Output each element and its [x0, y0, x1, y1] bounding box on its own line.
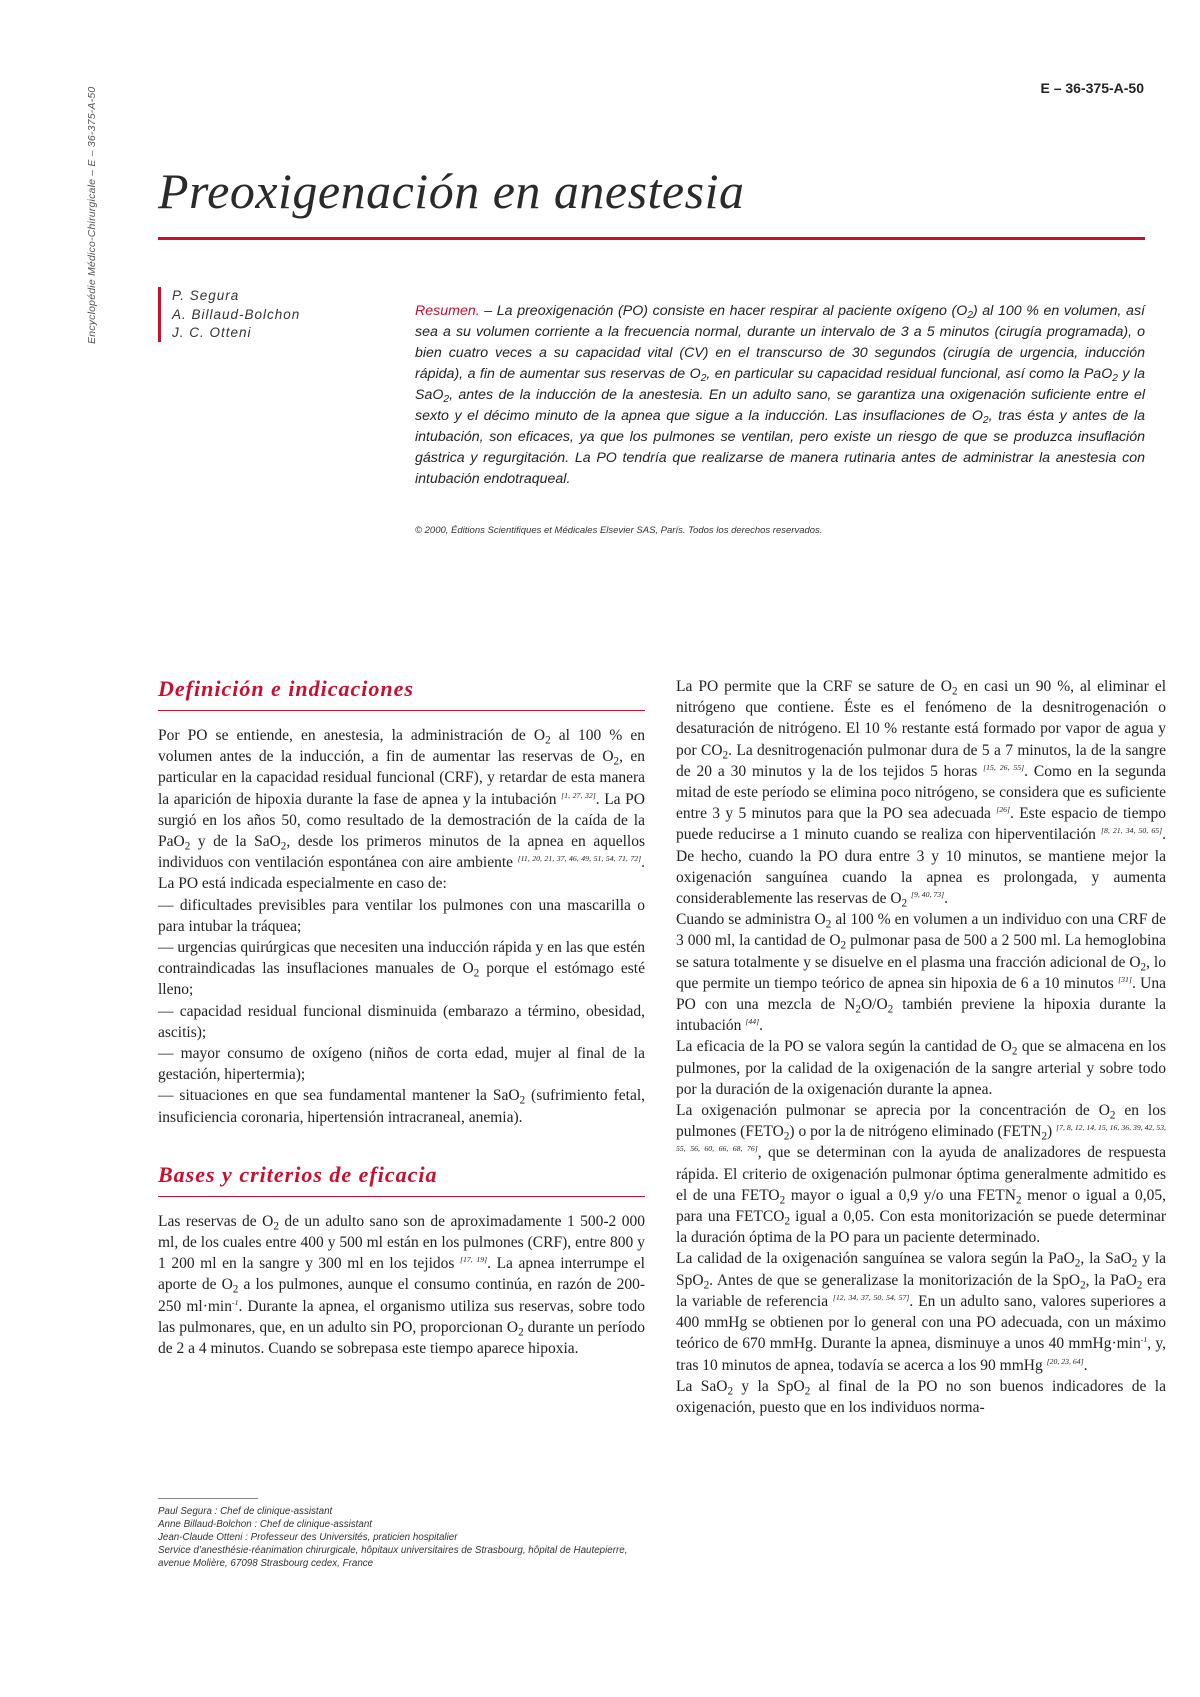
author: P. Segura — [172, 288, 240, 303]
paragraph: La calidad de la oxigenación sanguínea se valora según la PaO$_2$, la SaO$_2$ y la SpO$_2$. Antes de que se generalizase la monitorización de la SpO$_2$, la PaO$_2$ era la variable de referencia [12, 34, 37, 50, 54, 57]. En un adulto sano, valores superiores a 400 mmHg se obtienen por lo general con una PO adecuada, con un máximo teórico de 670 mmHg. Durante la apnea, disminuye a unos 40 mmHg·min$^{-1}$, y, tras 10 minutos de apnea, todavía se acerca a los 90 mmHg [20, 23, 64]. — [676, 1250, 1166, 1374]
right-column — [676, 676, 1166, 1418]
paragraph: La SaO$_2$ y la SpO$_2$ al final de la PO no son buenos indicadores de la oxigenación, puesto que en los individuos norma- — [676, 1377, 1166, 1416]
author: J. C. Otteni — [172, 325, 252, 340]
section-heading: Definición e indicaciones — [158, 676, 645, 711]
paragraph: La eficacia de la PO se valora según la cantidad de $O_2$ que se almacena en los pulmones, por la calidad de la oxigenación de la sangre arterial y sobre todo por la duración de la oxigenación durante la apnea. — [676, 1038, 1166, 1098]
footnote-line: Anne Billaud-Bolchon : Chef de clinique-assistant — [158, 1519, 373, 1530]
paragraph: La oxigenación pulmonar se aprecia por la concentración de $O_2$ en los pulmones $(FETO_2)$ o por la de nitrógeno eliminado $(FETN_2)$ [7, 8, 12, 14, 15, 16, 36, 39, 42, 53, 55, 56, 60, 66, 68, 76], que se determinan con la ayuda de analizadores de respuesta rápida. El criterio de oxigenación pulmonar óptima generalmente admitido es el de una $FETO_2$ mayor o igual a 0,9 y/o una $FETN_2$ menor o igual a 0,05, para una $FETCO_2$ igual a 0,05. Con esta monitorización se puede determinar la duración óptima de la PO para un paciente determinado. — [676, 1102, 1166, 1247]
paragraph: Por PO se entiende, en anestesia, la administración de $O_2$ al 100 % en volumen antes de la inducción, a fin de aumentar las reservas de $O_2$, en particular en la capacidad residual funcional (CRF), y retardar de esta manera la aparición de hipoxia durante la fase de apnea y la intubación [1, 27, 32]. La PO surgió en los años 50, como resultado de la demostración de la caída de la PaO$_2$ y de la SaO$_2$, desde los primeros minutos de la apnea en aquellos individuos con ventilación espontánea con aire ambiente [11, 20, 21, 37, 46, 49, 51, 54, 71, 72]. La PO está indicada especialmente en caso de: — [158, 727, 645, 893]
list-item: — situaciones en que sea fundamental mantener la SaO$_2$ (sufrimiento fetal, insuficiencia coronaria, hipertensión intracraneal, anemia). — [158, 1087, 646, 1126]
list-item: — dificultades previsibles para ventilar los pulmones con una mascarilla o para intubar la tráquea; — [158, 896, 645, 935]
document-code: E – 36-375-A-50 — [1040, 80, 1144, 96]
article-title: Preoxigenación en anestesia — [158, 163, 745, 219]
author: A. Billaud-Bolchon — [172, 306, 301, 322]
author-affiliations — [158, 1505, 645, 1570]
left-column — [158, 676, 645, 1359]
authors-accent-bar — [158, 287, 161, 342]
footnote-line: Paul Segura : Chef de clinique-assistant — [158, 1506, 333, 1517]
paragraph: Cuando se administra $O_2$ al 100 % en volumen a un individuo con una CRF de 3 000 ml, la cantidad de $O_2$ pulmonar pasa de 500 a 2 500 ml. La hemoglobina se satura totalmente y se disuelve en el plasma una fracción adicional de $O_2$, lo que permite un tiempo teórico de apnea sin hipoxia de 6 a 10 minutos [31]. Una PO con una mezcla de $N_2O/O_2$ también previene la hipoxia durante la intubación [44]. — [676, 911, 1167, 1035]
paragraph: La PO permite que la CRF se sature de $O_2$ en casi un 90 %, al eliminar el nitrógeno que contiene. Éste es el fenómeno de la desnitrogenación o desaturación de nitrógeno. El 10 % restante está formado por vapor de agua y por $CO_2$. La desnitrogenación pulmonar dura de 5 a 7 minutos, la de la sangre de 20 a 30 minutos y la de los tejidos 5 horas [15, 26, 55]. Como en la segunda mitad de este período se elimina poco nitrógeno, se considera que es suficiente entre 3 y 5 minutos para que la PO sea adecuada [26]. Este espacio de tiempo puede reducirse a 1 minuto cuando se realiza con hiperventilación [8, 21, 34, 50, 65]. De hecho, cuando la PO dura entre 3 y 10 minutos, se mantiene mejor la oxigenación sanguínea cuando la apnea es prolongada, y aumenta considerablemente las reservas de $O_2$ [9, 40, 73]. — [676, 678, 1167, 910]
paragraph: Las reservas de $O_2$ de un adulto sano son de aproximadamente 1 500-2 000 ml, de los cuales entre 400 y 500 ml están en los pulmones (CRF), entre 800 y 1 200 ml en la sangre y 300 ml en los tejidos [17, 19]. La apnea interrumpe el aporte de $O_2$ a los pulmones, aunque el consumo continúa, en razón de 200-250 ml·min$^{-1}$. Durante la apnea, el organismo utiliza sus reservas, sobre todo las pulmonares, que, en un adulto sin PO, proporcionan $O_2$ durante un período de 2 a 4 minutos. Cuando se sobrepasa este tiempo aparece hipoxia. — [158, 1212, 646, 1358]
footnote-line: Service d’anesthésie-réanimation chirurgicale, hôpitaux universitaires de Strasbourg, hôpital de Hautepierre, avenue Molière, 67098 Strasbourg cedex, France — [158, 1545, 628, 1569]
title-rule — [158, 237, 1145, 240]
footnote-rule — [158, 1498, 258, 1499]
list-item: — mayor consumo de oxígeno (niños de corta edad, mujer al final de la gestación, hipertermia); — [158, 1045, 645, 1084]
list-item: — urgencias quirúrgicas que necesiten una inducción rápida y en las que estén contraindicadas las insuflaciones manuales de $O_2$ porque el estómago esté lleno; — [158, 939, 645, 999]
copyright-notice: © 2000, Éditions Scientifiques et Médicales Elsevier SAS, París. Todos los derechos reservados. — [415, 525, 823, 536]
footnote-line: Jean-Claude Otteni : Professeur des Universités, praticien hospitalier — [158, 1532, 458, 1543]
side-reference: Encyclopédie Médico-Chirurgicale – E – 36-375-A-50 — [86, 86, 98, 344]
list-item: — capacidad residual funcional disminuida (embarazo a término, obesidad, ascitis); — [158, 1002, 645, 1041]
author-list — [172, 287, 300, 343]
abstract: Resumen. – La preoxigenación (PO) consiste en hacer respirar al paciente oxígeno $(O_2)$ al 100 % en volumen, así sea a su volumen corriente a la frecuencia normal, durante un intervalo de 3 a 5 minutos (cirugía programada), o bien cuatro veces a su capacidad vital (CV) en el transcurso de 30 segundos (cirugía de urgencia, inducción rápida), a fin de aumentar sus reservas de $O_2$, en particular su capacidad residual funcional, así como la PaO$_2$ y la SaO$_2$, antes de la inducción de la anestesia. En un adulto sano, se garantiza una oxigenación suficiente entre el sexto y el décimo minuto de la apnea que sigue a la inducción. Las insuflaciones de $O_2$, tras ésta y antes de la intubación, son eficaces, ya que los pulmones se ventilan, pero existe un riesgo de que se produzca insuflación gástrica y regurgitación. La PO tendría que realizarse de manera rutinaria antes de administrar la anestesia con intubación endotraqueal. — [415, 303, 1146, 487]
section-heading: Bases y criterios de eficacia — [158, 1162, 645, 1197]
abstract-label: Resumen. — [415, 303, 480, 319]
